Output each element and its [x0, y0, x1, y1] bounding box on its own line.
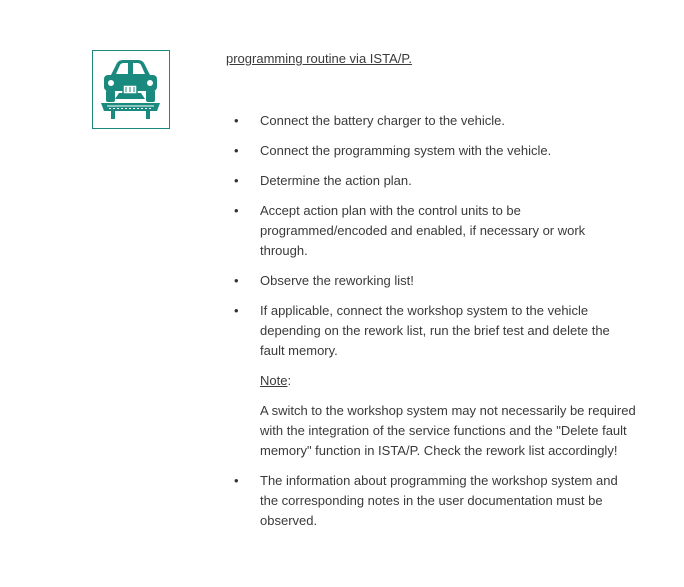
- step-text: Connect the programming system with the vehicle.: [260, 143, 552, 158]
- list-item: [226, 171, 636, 191]
- list-item: [226, 301, 636, 461]
- programming-routine-link[interactable]: programming routine via ISTA/P.: [226, 51, 412, 66]
- vehicle-programming-icon: [92, 50, 170, 129]
- list-item: [226, 201, 636, 261]
- steps-list: [226, 111, 636, 541]
- list-item: [226, 141, 636, 161]
- bullet-icon: •: [234, 143, 239, 158]
- bullet-icon: •: [234, 113, 239, 128]
- note-block: [260, 371, 636, 391]
- note-label: Note: [260, 373, 288, 388]
- step-text: Connect the battery charger to the vehicle.: [260, 113, 505, 128]
- step-text: Accept action plan with the control units to be programmed/encoded and enabled, if necessary or work through.: [260, 203, 586, 258]
- note-colon: :: [287, 373, 292, 388]
- bullet-icon: •: [234, 303, 239, 318]
- list-item: [226, 271, 636, 291]
- list-item: [226, 471, 636, 531]
- step-text: If applicable, connect the workshop system to the vehicle depending on the rework list, run the brief test and delete the fault memory.: [260, 303, 610, 358]
- step-text: Observe the reworking list!: [260, 273, 414, 288]
- step-text: The information about programming the workshop system and the corresponding notes in the user documentation must be observed.: [260, 473, 618, 528]
- bullet-icon: •: [234, 473, 239, 488]
- step-text: Determine the action plan.: [260, 173, 412, 188]
- car-on-lift-icon: [97, 55, 164, 123]
- list-item: [226, 111, 636, 131]
- note-text: A switch to the workshop system may not necessarily be required with the integration of the service functions and the "Delete fault memory" function in ISTA/P. Check the rework list accordingly!: [260, 403, 636, 458]
- bullet-icon: •: [234, 173, 239, 188]
- bullet-icon: •: [234, 203, 239, 218]
- bullet-icon: •: [234, 273, 239, 288]
